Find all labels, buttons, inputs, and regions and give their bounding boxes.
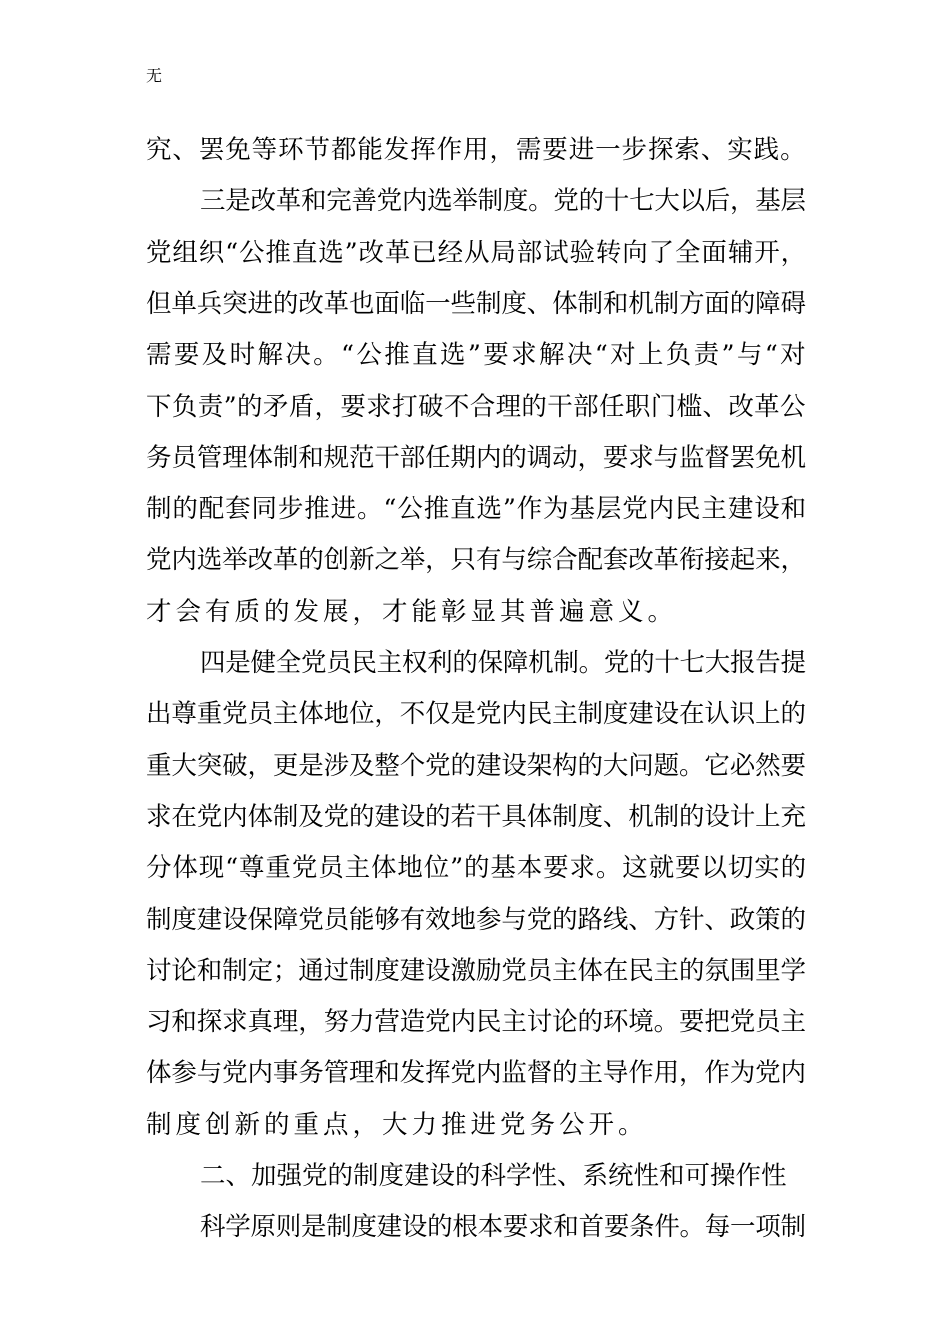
text-line: 党内选举改革的创新之举，只有与综合配套改革衔接起来， (146, 545, 806, 576)
text-line: 制的配套同步推进。“公推直选”作为基层党内民主建设和 (146, 494, 807, 525)
text-line: 务员管理体制和规范干部任期内的调动，要求与监督罢免机 (146, 442, 806, 473)
text-line: 但单兵突进的改革也面临一些制度、体制和机制方面的障碍 (146, 288, 806, 319)
text-line: 讨论和制定；通过制度建设激励党员主体在民主的氛围里学 (146, 955, 806, 986)
text-line: 党组织“公推直选”改革已经从局部试验转向了全面辅开， (146, 237, 807, 268)
text-line: 求在党内体制及党的建设的若干具体制度、机制的设计上充 (146, 801, 806, 832)
text-line: 体参与党内事务管理和发挥党内监督的主导作用，作为党内 (146, 1058, 806, 1089)
text-line: 分体现“尊重党员主体地位”的基本要求。这就要以切实的 (146, 853, 807, 884)
text-line: 三是改革和完善党内选举制度。党的十七大以后，基层 (200, 186, 806, 217)
text-line: 下负责”的矛盾，要求打破不合理的干部任职门槛、改革公 (146, 391, 806, 422)
text-line: 制度建设保障党员能够有效地参与党的路线、方针、政策的 (146, 904, 806, 935)
text-line: 出尊重党员主体地位，不仅是党内民主制度建设在认识上的 (146, 699, 806, 730)
text-line: 科学原则是制度建设的根本要求和首要条件。每一项制 (200, 1212, 806, 1243)
text-line: 需要及时解决。“公推直选”要求解决“对上负责”与“对 (146, 340, 809, 371)
text-line: 才会有质的发展，才能彰显其普遍意义。 (146, 596, 678, 627)
page-header: 无 (146, 66, 163, 85)
text-line: 制度创新的重点，大力推进党务公开。 (146, 1109, 648, 1140)
text-line: 四是健全党员民主权利的保障机制。党的十七大报告提 (200, 648, 806, 678)
text-line: 重大突破，更是涉及整个党的建设架构的大问题。它必然要 (146, 750, 806, 781)
text-line: 二、加强党的制度建设的科学性、系统性和可操作性 (200, 1161, 787, 1191)
text-line: 习和探求真理，努力营造党内民主讨论的环境。要把党员主 (146, 1007, 806, 1038)
text-line: 究、罢免等环节都能发挥作用，需要进一步探索、实践。 (146, 135, 807, 165)
